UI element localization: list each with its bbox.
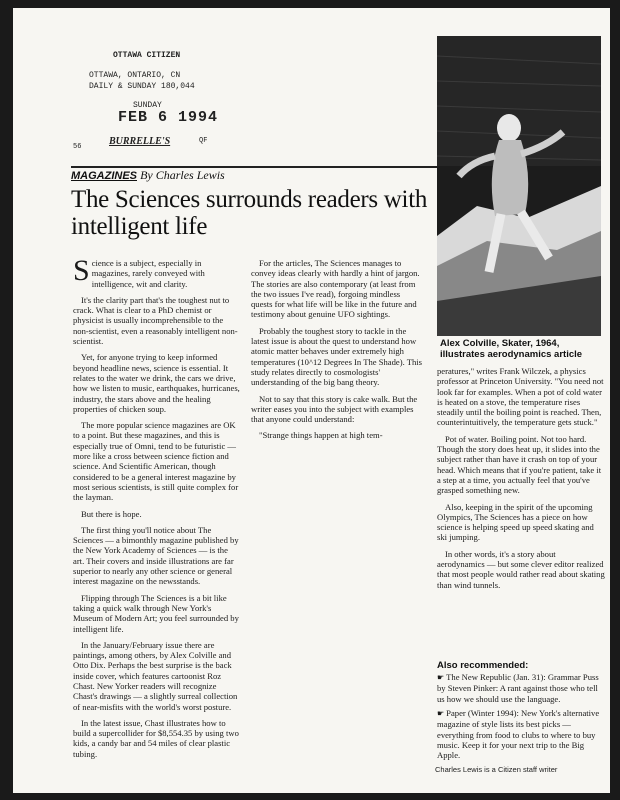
paragraph: Not to say that this story is cake walk. But the writer eases you into the subject with examples that anyone could understand:	[251, 393, 418, 425]
skater-figure-icon	[437, 36, 601, 336]
paragraph: peratures," writes Frank Wilczek, a physics professor at Princeton University. "You need not look far for examples. When a pot of cold water is heated on a stove, the temperature rises steadily until the boiling point is reached. Then, counterintuitively, the temperature gets stuck."	[437, 366, 604, 428]
column-1	[73, 254, 241, 783]
paragraph: In other words, it's a story about aerodynamics — but some clever editor realized that most people would rather read about skating than wind tunnels.	[437, 548, 605, 590]
clipping-page	[13, 8, 610, 793]
paragraph: Probably the toughest story to tackle in the latest issue is about the quest to understand how atomic matter behaves under extremely high temperatures (10^12 Degrees In The Shade). This study relates directly to cosmologists' understanding of the big bang theory.	[251, 325, 423, 388]
recommended-item	[437, 672, 605, 704]
pointing-hand-icon: ☛	[437, 673, 447, 682]
pointing-hand-icon: ☛	[437, 709, 447, 718]
stamp-code-left: 56	[73, 143, 82, 151]
stamp-circulation: DAILY & SUNDAY 180,044	[89, 82, 195, 91]
photo-caption: Alex Colville, Skater, 1964, illustrates aerodynamics article	[440, 338, 583, 360]
stamp-date: FEB 6 1994	[118, 109, 219, 126]
stamp-location: OTTAWA, ONTARIO, CN	[89, 71, 181, 80]
drop-cap: S	[73, 254, 90, 287]
paragraph: Flipping through The Sciences is a bit like taking a quick walk through New York's Museum of Modern Art; you feel surrounded by intelligent life.	[73, 592, 239, 634]
recommended-text: Paper (Winter 1994): New York's alternative magazine of style lists its best picks — everything from food to clubs to where to buy music. Keep it for your next trip to the Big Apple.	[437, 708, 600, 761]
recommended-item	[437, 708, 605, 760]
author-byline: By Charles Lewis	[140, 168, 225, 182]
paragraph: For the articles, The Sciences manages to convey ideas clearly with hardly a hint of jargon. The stories are also contemporary (at least from the two issues I've read), forgoing mindless quests for what life will be like in the future and testimony about genuine UFO sightings.	[251, 258, 420, 320]
paragraph: In the latest issue, Chast illustrates how to build a supercollider for $8,554.35 by using two kids, a candy bar and 54 miles of clear plastic tubing.	[73, 717, 239, 759]
stamp-code-right: QF	[199, 137, 208, 145]
stamp-paper: OTTAWA CITIZEN	[113, 51, 181, 60]
stamp-day: SUNDAY	[133, 101, 162, 110]
section-label: MAGAZINES	[71, 170, 137, 182]
paragraph: Pot of water. Boiling point. Not too hard. Though the story does heat up, it slides into the subject rather than have it crash on top of your head. Which means that if you're patient, take it a step at a time, you actually feel that you've grasped something new.	[437, 433, 602, 496]
recommended-text: The New Republic (Jan. 31): Grammar Puss by Steven Pinker: A rant against those who tell us how we should use the language.	[437, 672, 599, 704]
recommended-heading: Also recommended:	[437, 660, 529, 671]
paragraph-text: cience is a subject, especially in magazines, rarely conveyed with intelligence, wit and clarity.	[91, 258, 205, 289]
paragraph: It's the clarity part that's the toughest nut to crack. What is clear to a PhD chemist or physicist is usually incomprehensible to the non-scientist, even a reasonably intelligent non-scientist.	[73, 294, 238, 347]
paragraph: Yet, for anyone trying to keep informed beyond headline news, science is essential. It relates to the water we drink, the cars we drive, how we listen to music, earthquakes, hurricanes, industry, the stars above and the healing properties of chicken soup.	[73, 352, 240, 414]
column-2	[251, 258, 423, 483]
staff-writer-note: Charles Lewis is a Citizen staff writer	[435, 765, 558, 774]
column-3	[437, 366, 605, 656]
paragraph: But there is hope.	[81, 508, 142, 519]
paragraph: "Strange things happen at high tem-	[259, 430, 383, 441]
paragraph: The more popular science magazines are OK to a point. But these magazines, and this is especially true of Omni, tend to be futuristic — more like a cross between science fiction and science. And Scientific American, though considered to be a general interest magazine by most serious scientists, is still quite complex for the layman.	[73, 420, 239, 503]
section-kicker	[71, 168, 225, 183]
paragraph: Also, keeping in the spirit of the upcoming Olympics, The Sciences has a piece on how science is helping speed up speed skating and ski jumping.	[437, 501, 594, 543]
paragraph: The first thing you'll notice about The Sciences — a bimonthly magazine published by the New York Academy of Sciences — is the art. Their covers and inside illustrations are far superior to nearly any other science or general interest magazine on the newsstands.	[73, 524, 239, 587]
headline: The Sciences surrounds readers with intelligent life	[71, 186, 428, 240]
paragraph	[73, 254, 241, 289]
stamp-service: BURRELLE'S	[109, 136, 171, 147]
skater-painting-image	[437, 36, 601, 336]
paragraph: In the January/February issue there are paintings, among others, by Alex Colville and Otto Dix. Perhaps the best surprise is the back inside cover, which features cartoonist Roz Chast. New Yorker readers will recognize Chast's drawings — a slightly surreal collection of near-misfits with the world's worst posture.	[73, 639, 238, 712]
